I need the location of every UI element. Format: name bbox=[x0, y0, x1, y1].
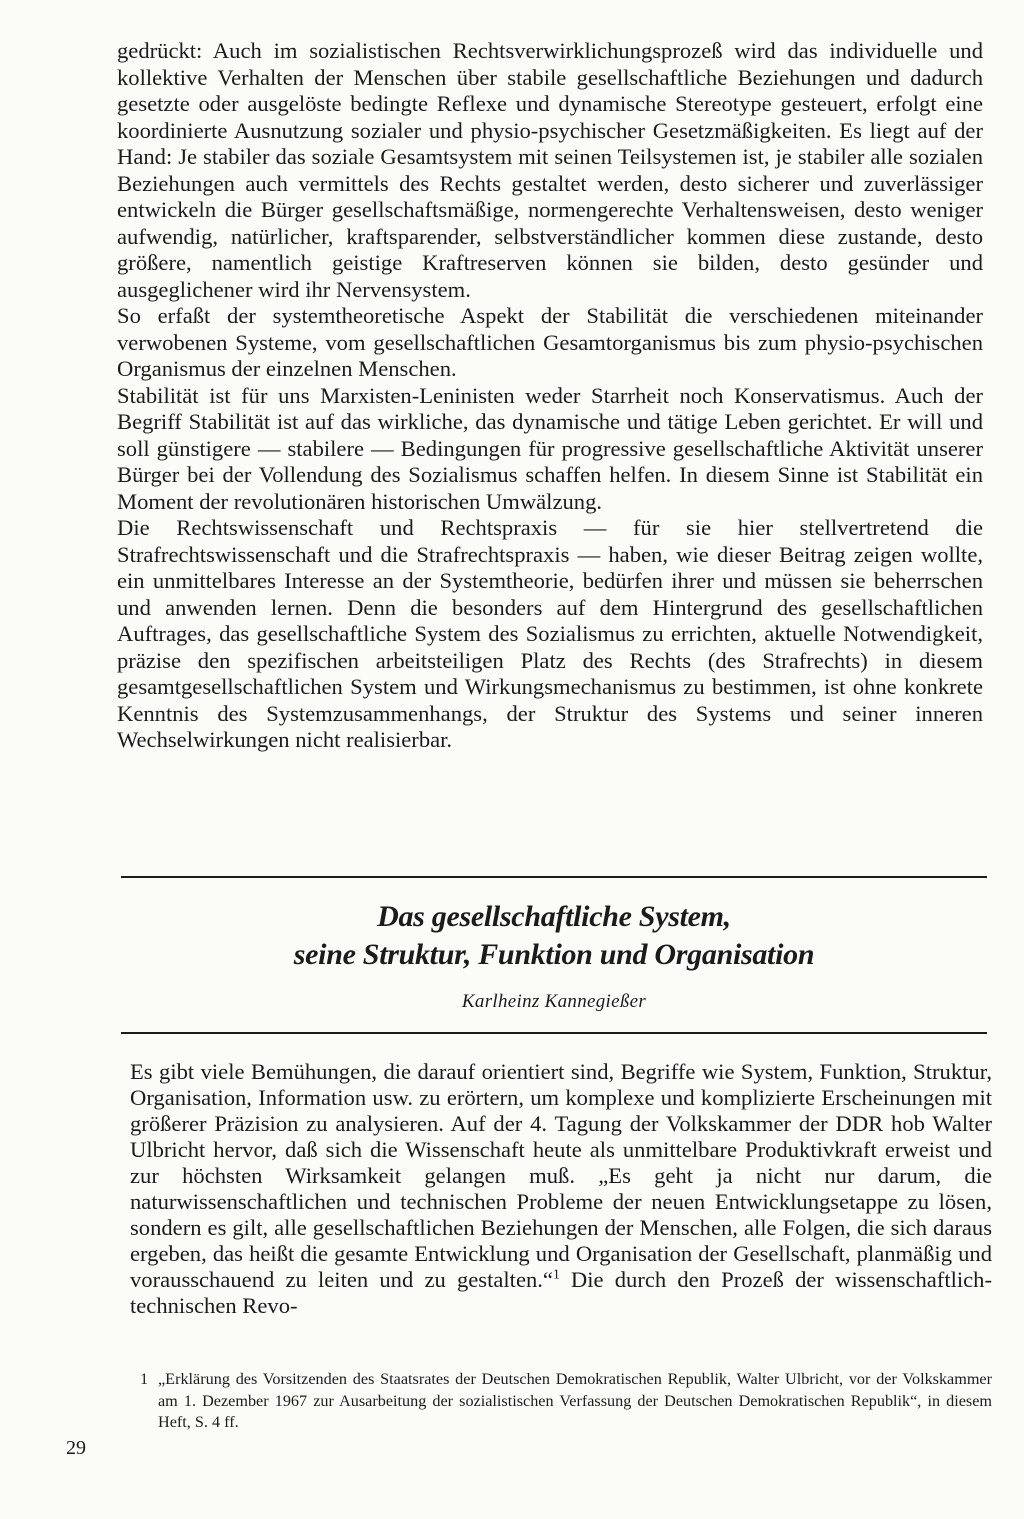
article-title bbox=[121, 898, 987, 974]
body-text-continued: Die durch den Prozeß der wissenschaftlich-technischen Revo- bbox=[130, 1267, 992, 1318]
previous-article-text bbox=[117, 38, 983, 754]
footnote bbox=[140, 1369, 992, 1434]
article-title-line: seine Struktur, Funktion und Organisation bbox=[293, 938, 815, 971]
page-number: 29 bbox=[66, 1437, 86, 1459]
paragraph: Stabilität ist für uns Marxisten-Leninisten weder Starrheit noch Konservatismus. Auch der Begriff Stabilität ist auf das wirkliche, das dynamische und tätige Leben gerichtet. Er will und soll günstigere — stabilere — Bedingungen für progressive gesellschaftliche Aktivität unserer Bürger bei der Vollendung des Sozialismus schaffen helfen. In diesem Sinne ist Stabilität ein Moment der revolutionären historischen Umwälzung. bbox=[117, 382, 983, 514]
divider-rule bbox=[121, 1032, 987, 1034]
article-title-line: Das gesellschaftliche System, bbox=[377, 900, 731, 933]
footnote-number: 1 bbox=[140, 1370, 149, 1388]
paragraph: Die Rechtswissenschaft und Rechtspraxis — für sie hier stellvertretend die Strafrechtswissenschaft und die Strafrechtspraxis — haben, wie dieser Beitrag zeigen wollte, ein unmittelbares Interesse an der Systemtheorie, bedürfen ihrer und müssen sie beherrschen und anwenden lernen. Denn die besonders auf dem Hintergrund des gesellschaftlichen Auftrages, das gesellschaftliche System des Sozialismus zu errichten, aktuelle Notwendigkeit, präzise den spezifischen arbeitsteiligen Platz des Rechts (des Strafrechts) in diesem gesamtgesellschaftlichen System und Wirkungsmechanismus zu bestimmen, ist ohne konkrete Kenntnis des Systemzusammenhangs, der Struktur des Systems und seiner inneren Wechselwirkungen nicht realisierbar. bbox=[117, 515, 983, 752]
footnote-reference[interactable]: 1 bbox=[552, 1266, 560, 1282]
article-author: Karlheinz Kannegießer bbox=[461, 991, 647, 1012]
paragraph: So erfaßt der systemtheoretische Aspekt der Stabilität die verschiedenen miteinander verwobenen Systeme, vom gesellschaftlichen Gesamtorganismus bis zum physio-psychischen Organismus der einzelnen Menschen. bbox=[117, 303, 983, 381]
divider-rule bbox=[121, 876, 987, 878]
article-body-paragraph bbox=[130, 1059, 992, 1319]
footnote-text: „Erklärung des Vorsitzenden des Staatsrates der Deutschen Demokratischen Republik, Walter Ulbricht, vor der Volkskammer am 1. Dezember 1967 zur Ausarbeitung der sozialistischen Verfassung der Deutschen Demokratischen Republik“, in diesem Heft, S. 4 ff. bbox=[158, 1370, 992, 1431]
paragraph: gedrückt: Auch im sozialistischen Rechtsverwirklichungsprozeß wird das individuelle und kollektive Verhalten der Menschen über stabile gesellschaftliche Beziehungen und dadurch gesetzte oder ausgelöste bedingte Reflexe und dynamische Stereotype gesteuert, erfolgt eine koordinierte Ausnutzung sozialer und physio-psychischer Gesetzmäßigkeiten. Es liegt auf der Hand: Je stabiler das soziale Gesamtsystem mit seinen Teilsystemen ist, je stabiler alle sozialen Beziehungen auch vermittels des Rechts gestaltet werden, desto sicherer und zuverlässiger entwickeln die Bürger gesellschaftsmäßige, normengerechte Verhaltensweisen, desto weniger aufwendig, natürlicher, kraftsparender, selbstverständlicher kommen diese zustande, desto größere, namentlich geistige Kraftreserven können sie bilden, desto gesünder und ausgeglichener wird ihr Nervensystem. bbox=[117, 38, 983, 302]
body-text: Es gibt viele Bemühungen, die darauf orientiert sind, Begriffe wie System, Funktion, Struktur, Organisation, Information usw. zu erörtern, um komplexe und komplizierte Erscheinungen mit größerer Präzision zu analysieren. Auf der 4. Tagung der Volkskammer der DDR hob Walter Ulbricht hervor, daß sich die Wissenschaft heute als unmittelbare Produktivkraft erweist und zur höchsten Wirksamkeit gelangen muß. „Es geht ja nicht nur darum, die naturwissenschaftlichen und technischen Probleme der neuen Entwicklungsetappe zu lösen, sondern es gilt, alle gesellschaftlichen Beziehungen der Menschen, alle Folgen, die sich daraus ergeben, das heißt die gesamte Entwicklung und Organisation der Gesellschaft, planmäßig und vorausschauend zu leiten und zu gestalten.“ bbox=[130, 1059, 992, 1292]
